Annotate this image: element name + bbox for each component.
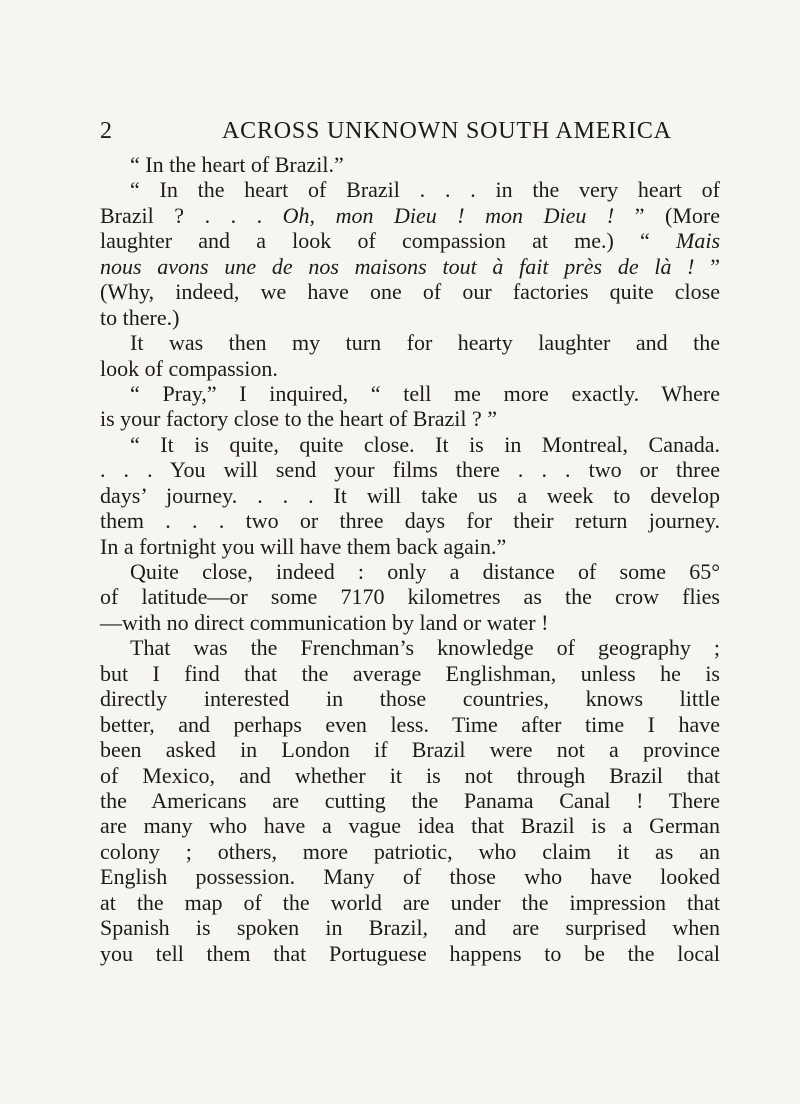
text-line-29: English possession. Many of those who have looked <box>100 864 720 890</box>
text-line-15: them . . . two or three days for their return journey. <box>100 508 720 534</box>
text-line-10: “ Pray,” I inquired, “ tell me more exactly. Where <box>130 380 720 406</box>
text-line-20: That was the Frenchman’s knowledge of geography ; <box>130 635 720 661</box>
text-line-25: of Mexico, and whether it is not through Brazil that <box>100 762 720 788</box>
text-line-28: colony ; others, more patriotic, who claim it as an <box>100 838 720 864</box>
text-line-14: days’ journey. . . . It will take us a week to develop <box>100 482 720 508</box>
italic-text: nous avons une de nos maisons tout à fait près de là ! <box>100 253 695 279</box>
text-line-7: to there.) <box>100 304 180 330</box>
text-line-16: In a fortnight you will have them back again.” <box>100 533 507 559</box>
text-line-30: at the map of the world are under the impression that <box>100 889 720 915</box>
text-line-1: “ In the heart of Brazil.” <box>130 152 344 177</box>
text-line-2: “ In the heart of Brazil . . . in the very heart of <box>130 177 720 203</box>
text-line-21: but I find that the average Englishman, unless he is <box>100 660 720 686</box>
text-line-11: is your factory close to the heart of Brazil ? ” <box>100 406 498 432</box>
text-line-12: “ It is quite, quite close. It is in Montreal, Canada. <box>130 431 720 457</box>
text-line-9: look of compassion. <box>100 355 278 381</box>
text-line-27: are many who have a vague idea that Brazil is a German <box>100 813 720 839</box>
text-line-32: you tell them that Portuguese happens to be the local <box>100 940 720 966</box>
text-line-22: directly interested in those countries, knows little <box>100 686 720 712</box>
italic-text: Oh, mon Dieu ! mon Dieu ! <box>282 202 615 228</box>
text-line-13: . . . You will send your films there . . . two or three <box>100 457 720 483</box>
text-line-26: the Americans are cutting the Panama Canal ! There <box>100 787 720 813</box>
page-header <box>100 116 720 146</box>
body-text <box>100 152 720 966</box>
text-line-4: laughter and a look of compassion at me.) “ Mais <box>100 228 720 254</box>
running-head: ACROSS UNKNOWN SOUTH AMERICA <box>222 118 672 144</box>
text-line-17: Quite close, indeed : only a distance of some 65° <box>130 559 720 584</box>
text-line-24: been asked in London if Brazil were not a province <box>100 737 720 763</box>
text-line-18: of latitude—or some 7170 kilometres as the crow flies <box>100 584 720 610</box>
text-line-8: It was then my turn for hearty laughter and the <box>130 330 720 356</box>
italic-text: Mais <box>676 228 720 254</box>
text-line-19: —with no direct communication by land or water ! <box>100 609 549 635</box>
text-line-6: (Why, indeed, we have one of our factories quite close <box>100 279 720 305</box>
text-line-3: Brazil ? . . . Oh, mon Dieu ! mon Dieu ! ” (More <box>100 202 720 228</box>
page-number: 2 <box>100 118 112 144</box>
text-line-23: better, and perhaps even less. Time after time I have <box>100 711 720 737</box>
text-line-31: Spanish is spoken in Brazil, and are surprised when <box>100 915 720 941</box>
text-line-5: nous avons une de nos maisons tout à fait près de là ! ” <box>100 253 720 279</box>
